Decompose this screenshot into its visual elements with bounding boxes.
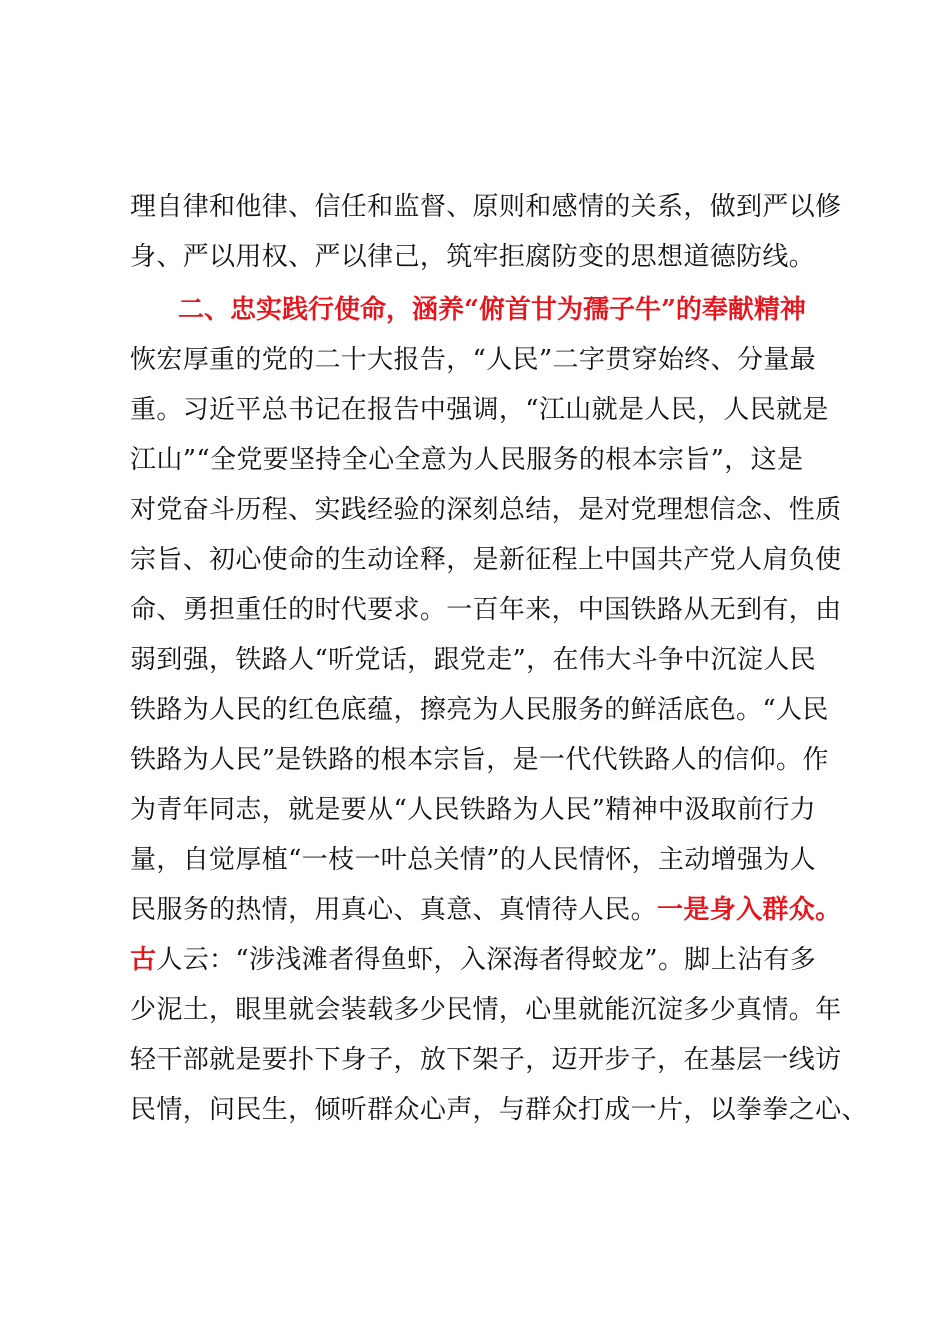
paragraph-line: 民情，问民生，倾听群众心声，与群众打成一片，以拳拳之心、	[130, 1095, 868, 1125]
paragraph-line: 铁路为人民的红色底蕴，擦亮为人民服务的鲜活底色。“人民	[130, 695, 829, 725]
paragraph-line: 铁路为人民”是铁路的根本宗旨，是一代代铁路人的信仰。作	[130, 745, 829, 775]
emphasis-text: 一是身入群众。	[657, 895, 842, 925]
plain-text: 人云：“涉浅滩者得鱼虾，入深海者得蛟龙”。脚上沾有多	[156, 945, 817, 975]
paragraph-line	[130, 885, 841, 935]
paragraph-line: 少泥土，眼里就会装载多少民情，心里就能沉淀多少真情。年	[130, 995, 842, 1025]
paragraph-line: 为青年同志，就是要从“人民铁路为人民”精神中汲取前行力	[130, 795, 817, 825]
paragraph-line: 恢宏厚重的党的二十大报告，“人民”二字贯穿始终、分量最	[130, 345, 817, 375]
paragraph-line: 理自律和他律、信任和监督、原则和感情的关系，做到严以修	[130, 192, 842, 222]
paragraph-line: 命、勇担重任的时代要求。一百年来，中国铁路从无到有，由	[130, 595, 842, 625]
paragraph-line: 弱到强，铁路人“听党话，跟党走”，在伟大斗争中沉淀人民	[130, 645, 817, 675]
plain-text: 民服务的热情，用真心、真意、真情待人民。	[130, 895, 658, 925]
paragraph-line: 江山”“全党要坚持全心全意为人民服务的根本宗旨”，这是	[130, 445, 804, 475]
paragraph-line: 身、严以用权、严以律己，筑牢拒腐防变的思想道德防线。	[130, 242, 816, 272]
paragraph-line: 重。习近平总书记在报告中强调，“江山就是人民，人民就是	[130, 395, 829, 425]
emphasis-text: 古	[130, 945, 157, 975]
paragraph-line: 宗旨、初心使命的生动诠释，是新征程上中国共产党人肩负使	[130, 545, 842, 575]
paragraph-line: 轻干部就是要扑下身子，放下架子，迈开步子，在基层一线访	[130, 1045, 842, 1075]
paragraph-line	[130, 935, 816, 985]
paragraph-line: 对党奋斗历程、实践经验的深刻总结，是对党理想信念、性质	[130, 495, 842, 525]
section-heading: 二、忠实践行使命，涵养“俯首甘为孺子牛”的奉献精神	[178, 295, 806, 325]
paragraph-line: 量，自觉厚植“一枝一叶总关情”的人民情怀，主动增强为人	[130, 845, 817, 875]
